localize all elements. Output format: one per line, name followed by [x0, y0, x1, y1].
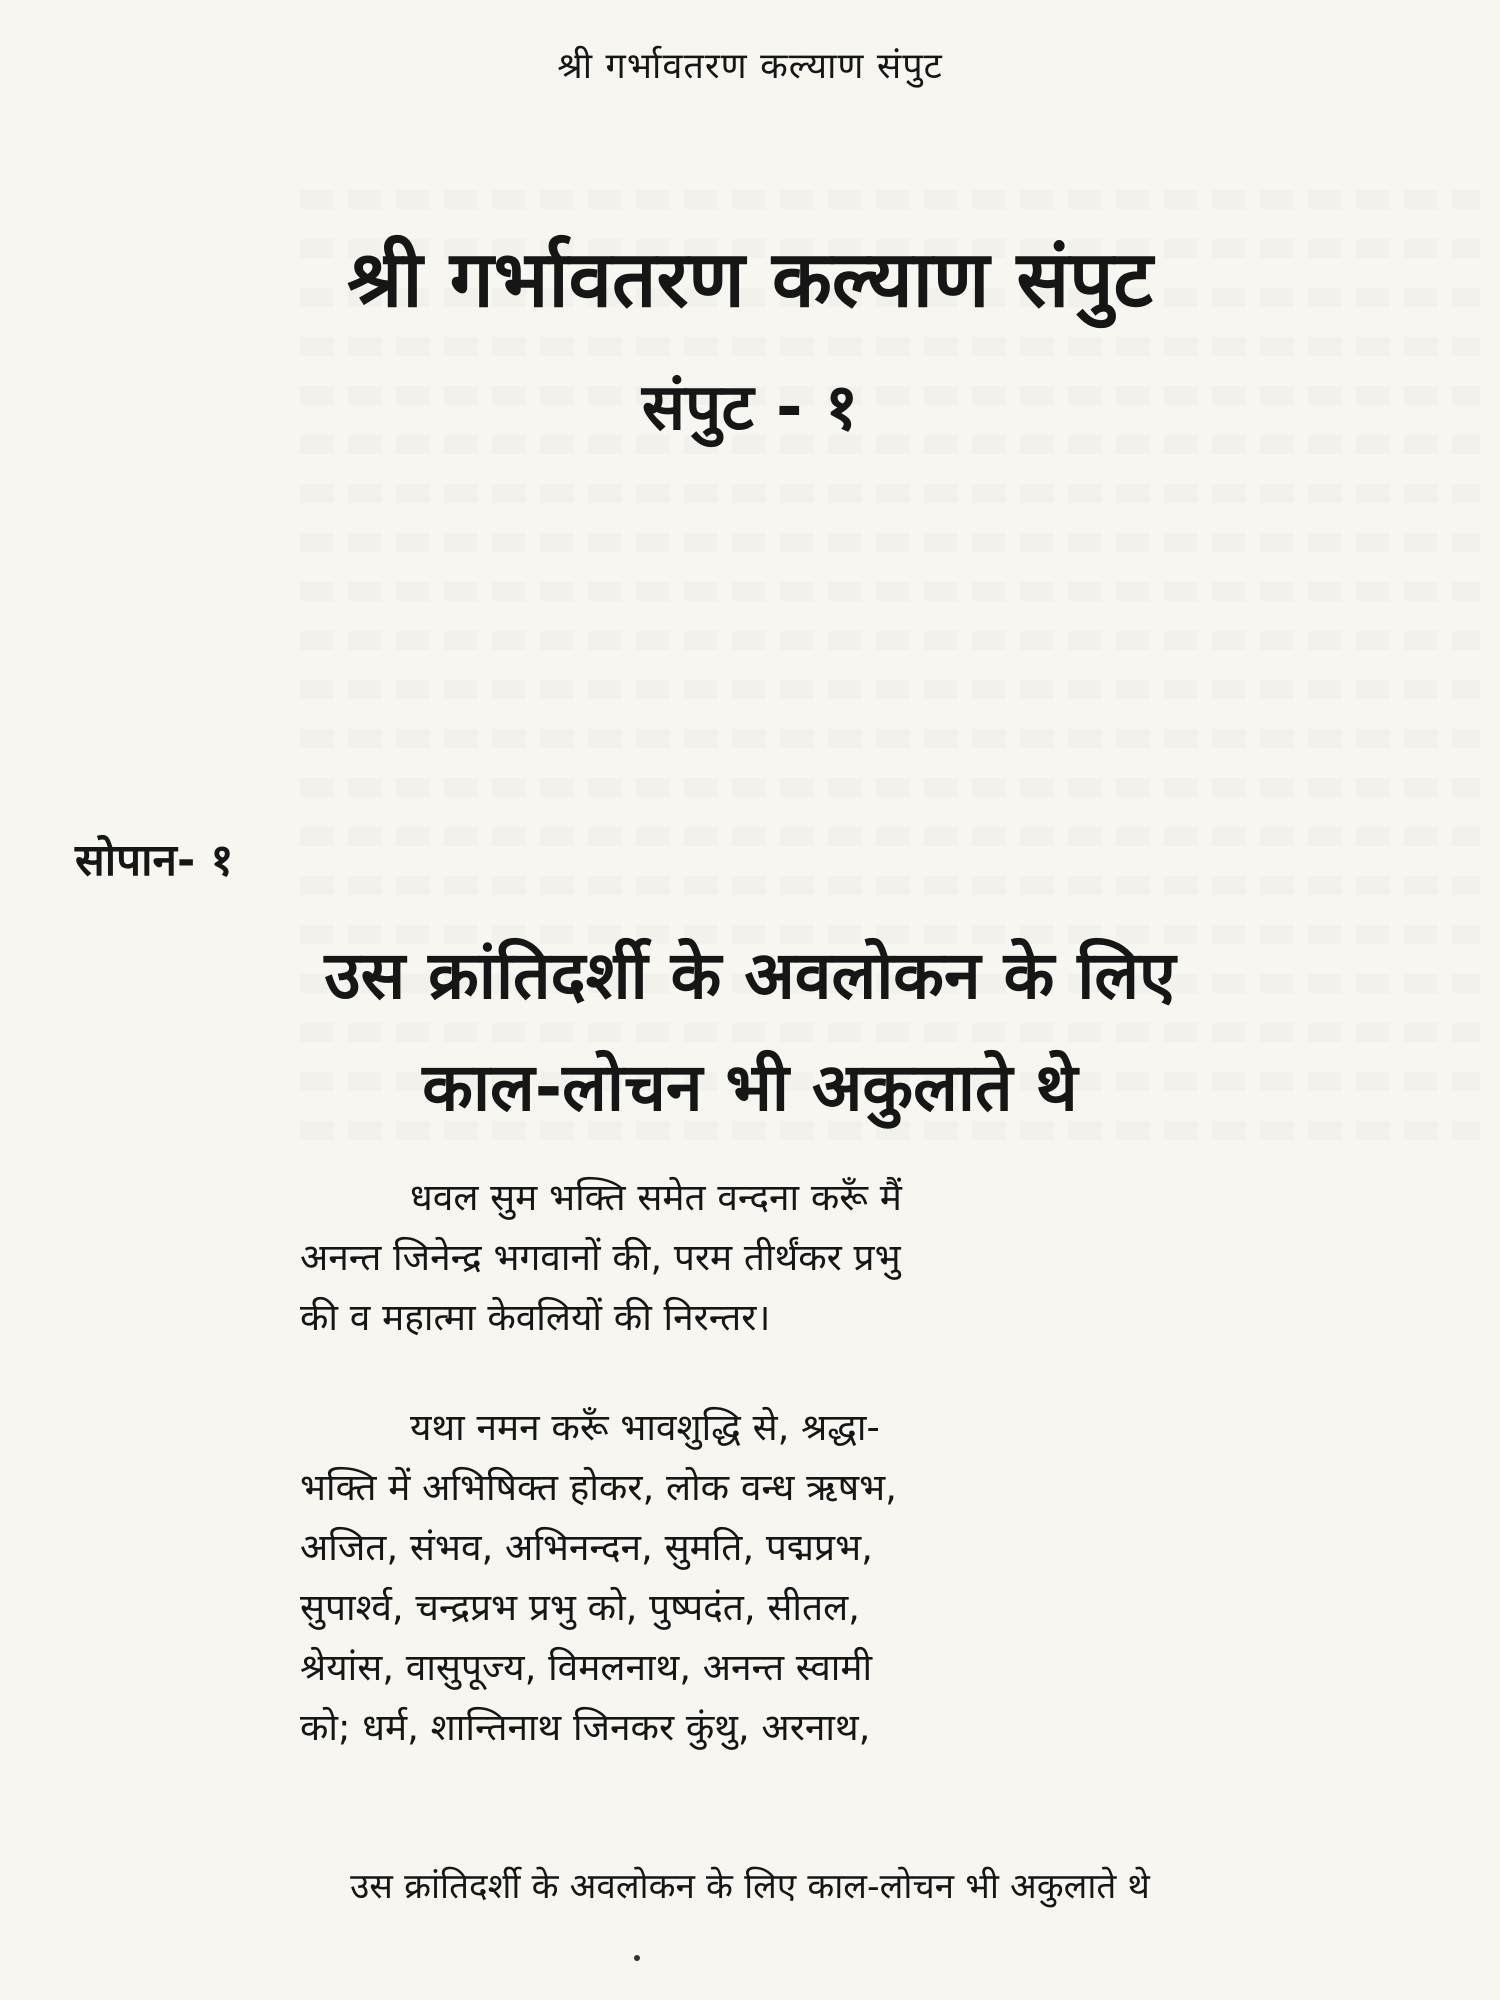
- verse-stanza-1: [300, 1168, 1280, 1348]
- chapter-heading-line-1: उस क्रांतिदर्शी के अवलोकन के लिए: [324, 937, 1176, 1014]
- verse-line: यथा नमन करूँ भावशुद्धि से, श्रद्धा-: [410, 1406, 880, 1449]
- step-label: सोपान- १: [75, 835, 234, 886]
- verse-line: सुपार्श्व, चन्द्रप्रभ प्रभु को, पुष्पदंत, सीतल,: [300, 1586, 860, 1629]
- page-subtitle: संपुट - १: [641, 371, 859, 445]
- verse-line: को; धर्म, शान्तिनाथ जिनकर कुंथु, अरनाथ,: [300, 1706, 871, 1749]
- verse-line: अजित, संभव, अभिनन्दन, सुमति, पद्मप्रभ,: [300, 1526, 873, 1569]
- verse-line: अनन्त जिनेन्द्र भगवानों की, परम तीर्थंकर प्रभु: [300, 1236, 901, 1279]
- verse-line: की व महात्मा केवलियों की निरन्तर।: [300, 1296, 771, 1339]
- ink-speck: [634, 1955, 640, 1961]
- running-head: श्री गर्भावतरण कल्याण संपुट: [557, 46, 943, 87]
- chapter-heading: [0, 920, 1500, 1144]
- chapter-heading-line-2: काल-लोचन भी अकुलाते थे: [422, 1049, 1078, 1126]
- page-title: श्री गर्भावतरण कल्याण संपुट: [347, 235, 1153, 325]
- running-footer: उस क्रांतिदर्शी के अवलोकन के लिए काल-लोचन भी अकुलाते थे: [350, 1867, 1150, 1907]
- verse-line: श्रेयांस, वासुपूज्य, विमलनाथ, अनन्त स्वामी: [300, 1646, 873, 1689]
- verse-line: धवल सुम भक्ति समेत वन्दना करूँ मैं: [410, 1176, 902, 1219]
- verse-stanza-2: [300, 1398, 1280, 1758]
- verse-line: भक्ति में अभिषिक्त होकर, लोक वन्ध ऋषभ,: [300, 1466, 897, 1509]
